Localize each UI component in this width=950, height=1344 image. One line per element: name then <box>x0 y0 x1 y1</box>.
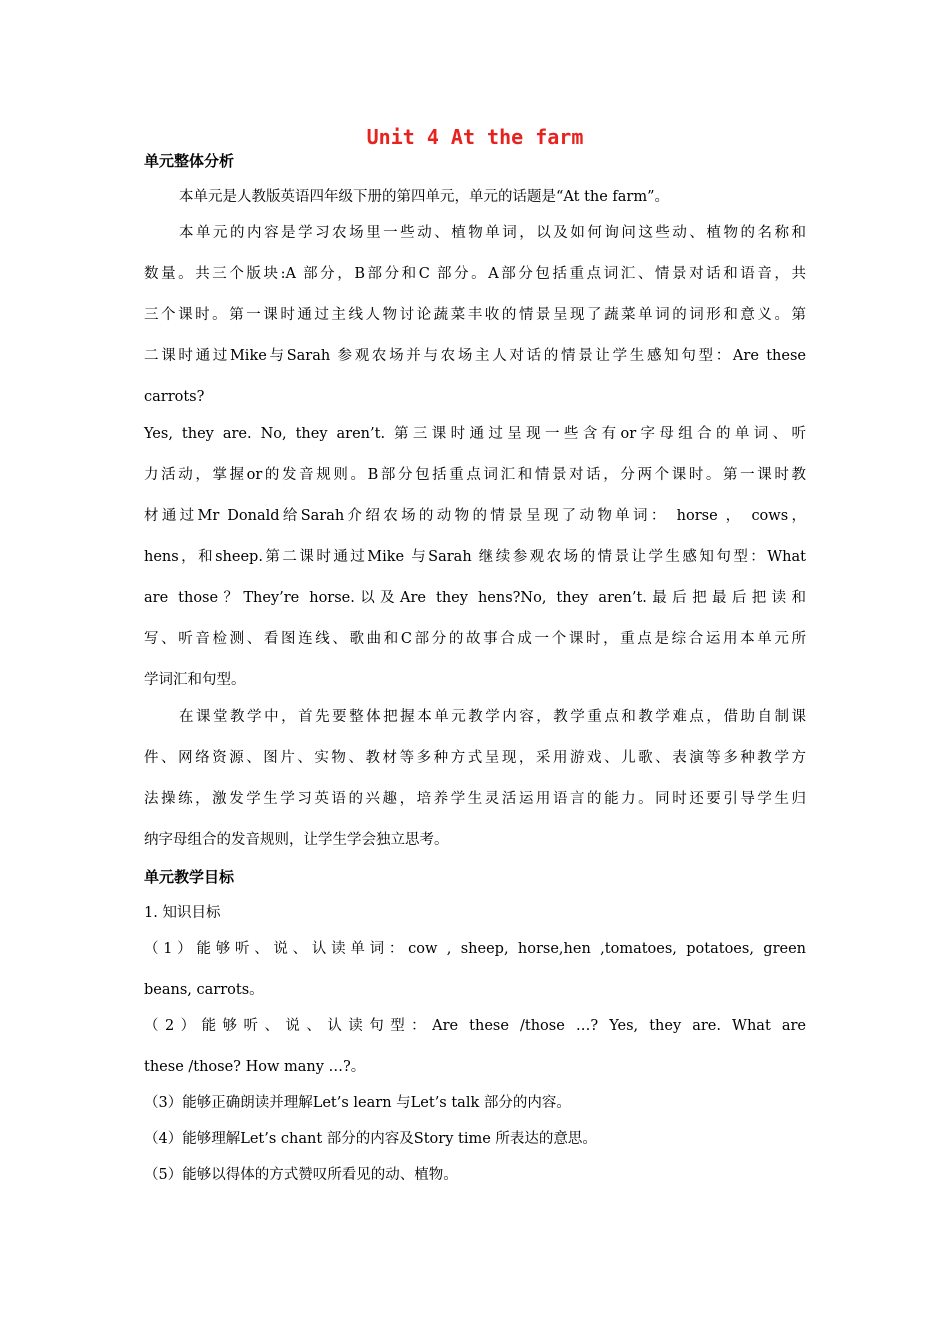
document-title: Unit 4 At the farm <box>366 125 584 149</box>
paragraph-line: Yes, they are. No, they aren’t. 第三课时通过呈现一些含有or字母组合的单词、听 <box>144 426 806 442</box>
list-item: （1）能够听、说、认读单词：cow , sheep, horse,hen ,tomatoes, potatoes, green <box>144 941 806 957</box>
paragraph-line: 在课堂教学中，首先要整体把握本单元教学内容，教学重点和教学难点，借助自制课 <box>179 709 806 725</box>
paragraph-line: hens，和sheep.第二课时通过Mike 与Sarah 继续参观农场的情景让学生感知句型：What <box>144 549 806 565</box>
paragraph-line: are those？They’re horse.以及Are they hens?No, they aren’t.最后把最后把读和 <box>144 590 806 606</box>
paragraph-line: 写、听音检测、看图连线、歌曲和C部分的故事合成一个课时，重点是综合运用本单元所 <box>144 631 806 647</box>
list-item: （2）能够听、说、认读句型：Are these /those …? Yes, they are. What are <box>144 1018 806 1034</box>
paragraph-line: carrots? <box>144 389 205 405</box>
paragraph-line: 力活动，掌握or的发音规则。B部分包括重点词汇和情景对话，分两个课时。第一课时教 <box>144 467 806 483</box>
paragraph-line: 学词汇和句型。 <box>144 672 246 688</box>
paragraph-line: 法操练，激发学生学习英语的兴趣，培养学生灵活运用语言的能力。同时还要引导学生归 <box>144 791 806 807</box>
list-item: （3）能够正确朗读并理解Let’s learn 与Let’s talk 部分的内容。 <box>144 1095 571 1111</box>
paragraph-line: 二课时通过Mike与Sarah 参观农场并与农场主人对话的情景让学生感知句型：Are these <box>144 348 806 364</box>
paragraph-line: 材通过Mr Donald给Sarah介绍农场的动物的情景呈现了动物单词： horse ， cows， <box>144 508 806 524</box>
paragraph-line: 本单元是人教版英语四年级下册的第四单元，单元的话题是“At the farm”。 <box>179 189 670 205</box>
section-heading-analysis: 单元整体分析 <box>144 152 235 170</box>
paragraph-line: 三个课时。第一课时通过主线人物讨论蔬菜丰收的情景呈现了蔬菜单词的词形和意义。第 <box>144 307 806 323</box>
section-heading-objectives: 单元教学目标 <box>144 868 235 886</box>
list-heading: 1. 知识目标 <box>144 905 221 921</box>
list-item: （5）能够以得体的方式赞叹所看见的动、植物。 <box>144 1167 458 1183</box>
paragraph-line: 本单元的内容是学习农场里一些动、植物单词，以及如何询问这些动、植物的名称和 <box>179 225 806 241</box>
list-item: （4）能够理解Let’s chant 部分的内容及Story time 所表达的意思。 <box>144 1131 597 1147</box>
paragraph-line: 件、网络资源、图片、实物、教材等多种方式呈现，采用游戏、儿歌、表演等多种教学方 <box>144 750 806 766</box>
list-item-continuation: these /those? How many …?。 <box>144 1059 366 1075</box>
paragraph-line: 纳字母组合的发音规则，让学生学会独立思考。 <box>144 832 449 848</box>
paragraph-line: 数量。共三个版块:A 部分，B部分和C 部分。A部分包括重点词汇、情景对话和语音，共 <box>144 266 806 282</box>
list-item-continuation: beans, carrots。 <box>144 982 264 998</box>
